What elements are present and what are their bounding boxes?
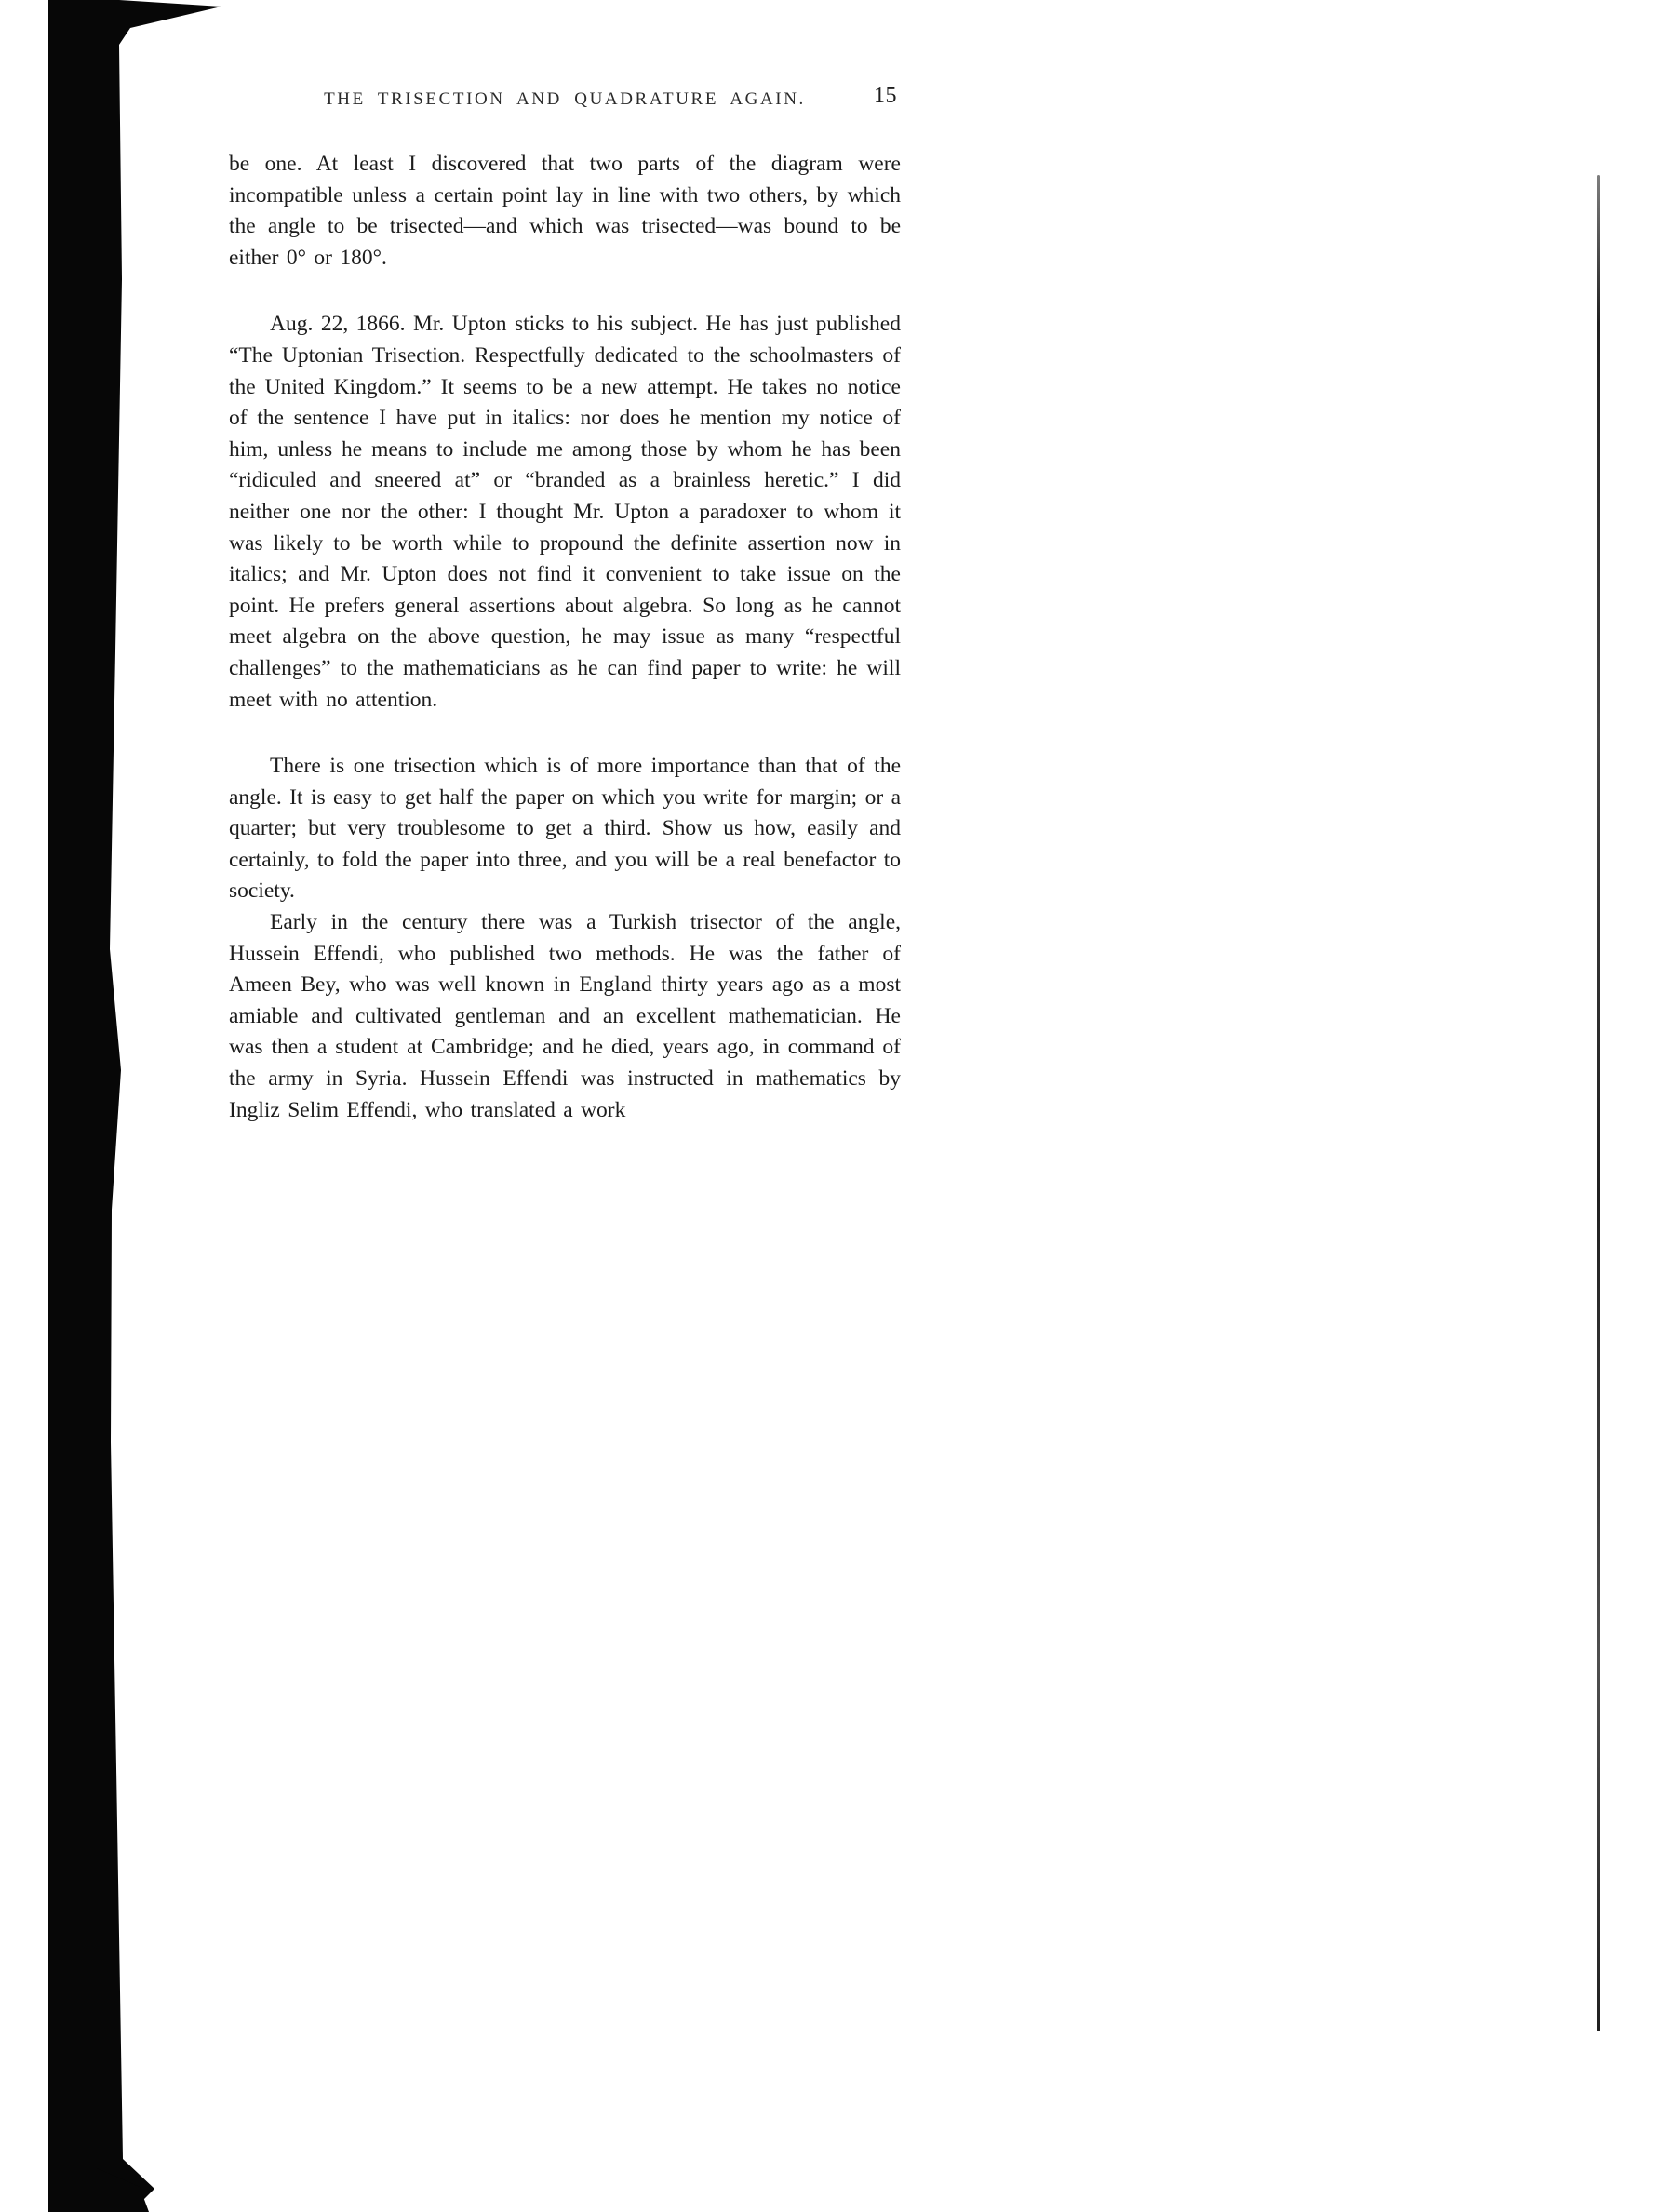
- body-text: [229, 149, 901, 1126]
- book-page: [229, 84, 901, 1126]
- running-header: [229, 84, 901, 110]
- paragraph-continuation: be one. At least I discovered that two parts of the diagram were incompatible unless a certain point lay in line with two others, by which the angle to be trisected—and which was trisected—was bound to be either 0° or 180°.: [229, 152, 901, 270]
- header-page-number: 15: [874, 84, 897, 108]
- paragraph-turkish-trisector: Early in the century there was a Turkish trisector of the angle, Hussein Effendi, who published two methods. He was the father of Ameen Bey, who was well known in England thirty years ago as a most amiable and cultivated gentleman and an excellent mathematician. He was then a student at Cambridge; and he died, years ago, in command of the army in Syria. Hussein Effendi was instructed in mathematics by Ingliz Selim Effendi, who translated a work: [229, 910, 901, 1122]
- paragraph-upton: Aug. 22, 1866. Mr. Upton sticks to his subject. He has just published “The Uptonian Trisection. Respectfully dedicated to the schoolmasters of the United Kingdom.” It seems to be a new attempt. He takes no notice of the sentence I have put in italics: nor does he mention my notice of him, unless he means to include me among those by whom he has been “ridiculed and sneered at” or “branded as a brainless heretic.” I did neither one nor the other: I thought Mr. Upton a paradoxer to whom it was likely to be worth while to propound the definite assertion now in italics; and Mr. Upton does not find it convenient to take issue on the point. He prefers general assertions about algebra. So long as he cannot meet algebra on the above question, he may issue as many “respectful challenges” to the mathematicians as he can find paper to write: he will meet with no attention.: [229, 312, 901, 712]
- paragraph-trisection-paper: There is one trisection which is of more importance than that of the angle. It is easy to get half the paper on which you write for margin; or a quarter; but very troublesome to get a third. Show us how, easily and certainly, to fold the paper into three, and you will be a real benefactor to society.: [229, 754, 901, 904]
- header-title: THE TRISECTION AND QUADRATURE AGAIN.: [324, 89, 806, 109]
- page-edge-line: [1597, 175, 1600, 2031]
